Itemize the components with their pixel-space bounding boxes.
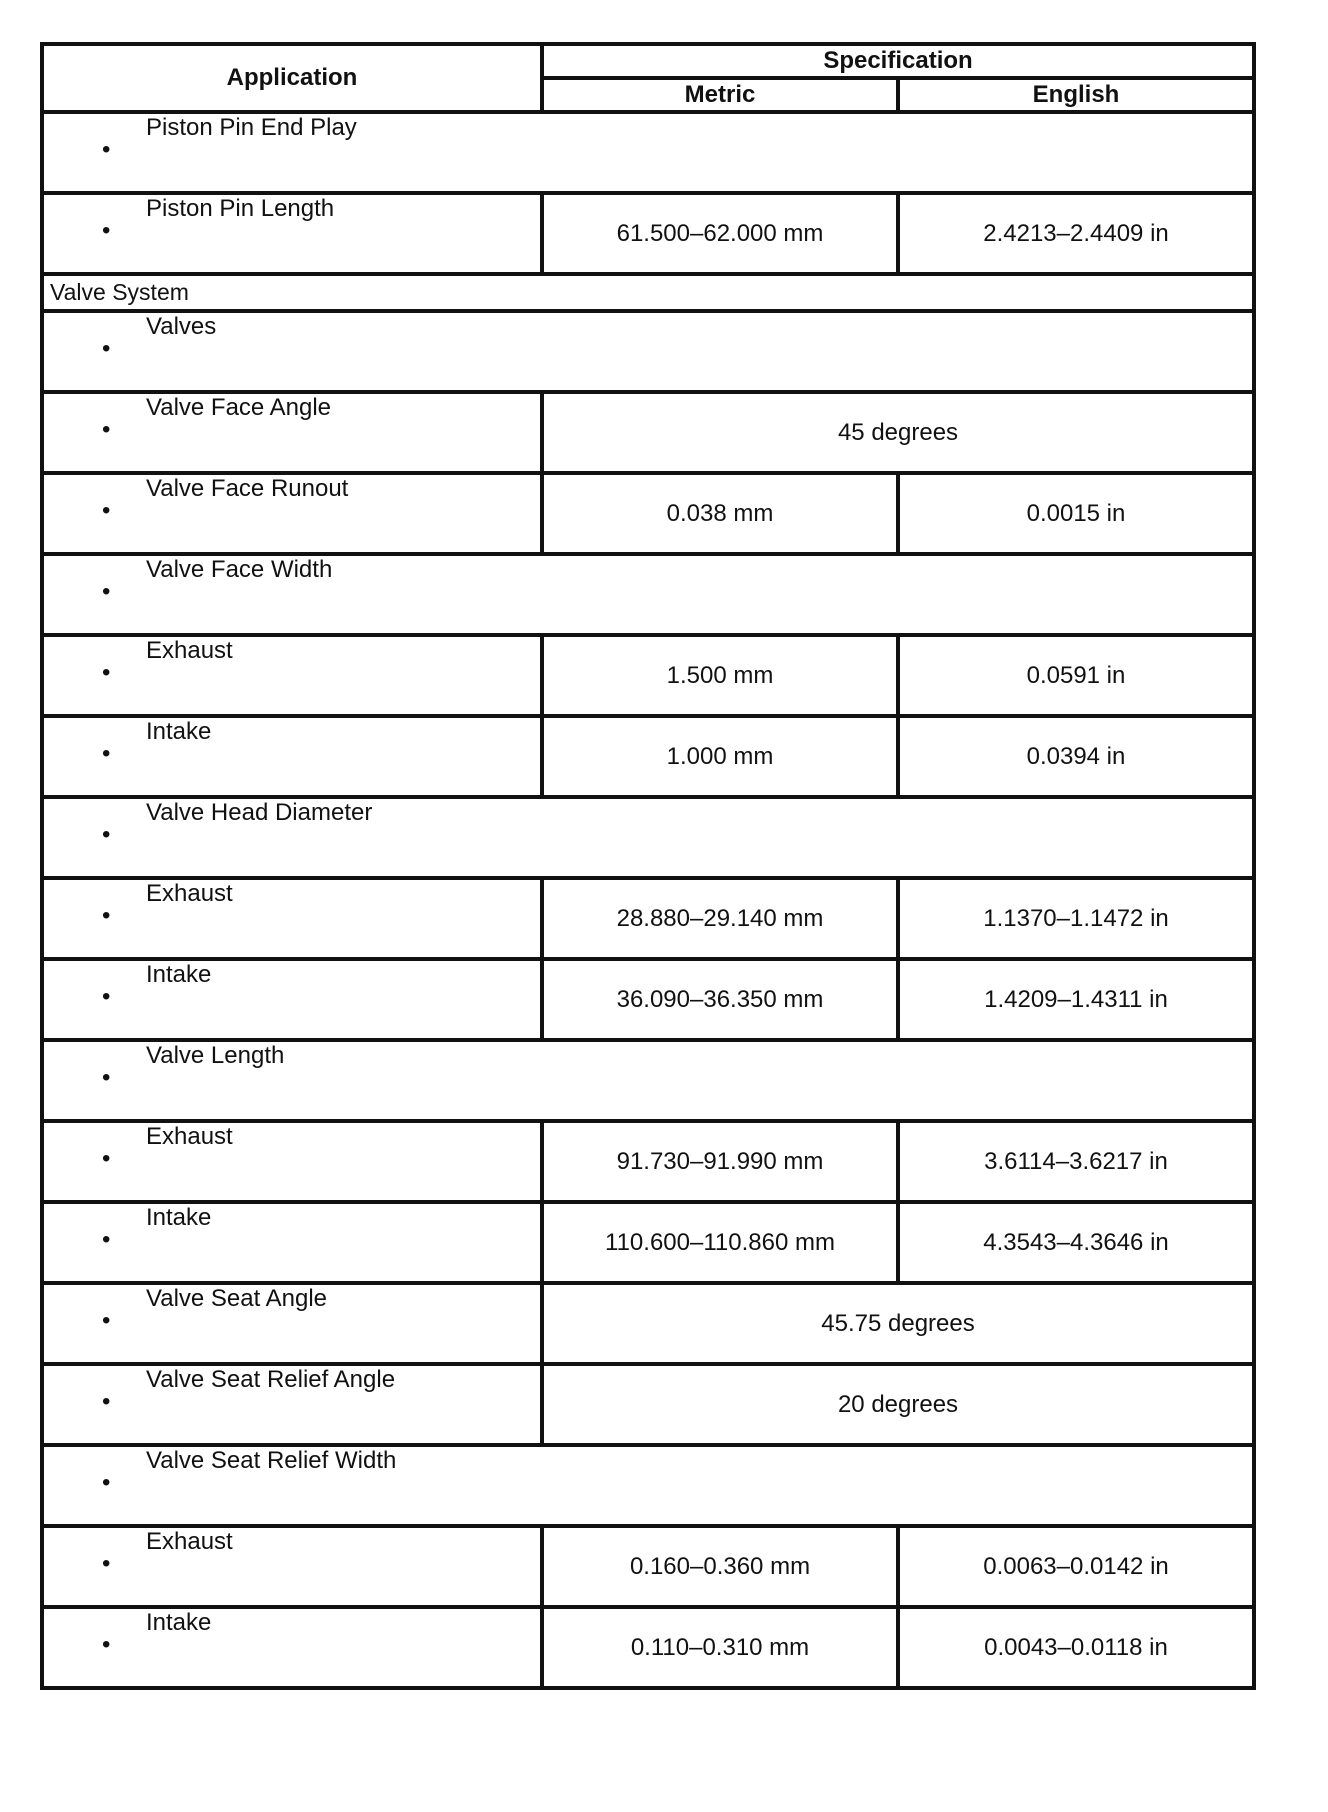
table-row — [42, 473, 1254, 554]
metric-cell: 1.000 mm — [542, 716, 898, 797]
combined-spec-cell: 45 degrees — [542, 392, 1254, 473]
bullet-icon: • — [102, 136, 111, 163]
section-row — [42, 274, 1254, 311]
table-row — [42, 1526, 1254, 1607]
table-row — [42, 878, 1254, 959]
application-label: Intake — [146, 718, 212, 745]
application-label: Valve Face Angle — [146, 394, 332, 421]
application-label: Intake — [146, 1609, 212, 1636]
table-row — [42, 1040, 1254, 1121]
application-label: Valves — [146, 313, 217, 340]
application-cell — [42, 554, 1254, 635]
english-cell: 3.6114–3.6217 in — [898, 1121, 1254, 1202]
table-row — [42, 959, 1254, 1040]
bullet-icon: • — [102, 1226, 111, 1253]
bullet-icon: • — [102, 1469, 111, 1496]
bullet-icon: • — [102, 1388, 111, 1415]
bullet-icon: • — [102, 659, 111, 686]
application-cell — [42, 1607, 542, 1688]
metric-cell: 61.500–62.000 mm — [542, 193, 898, 274]
metric-cell: 0.160–0.360 mm — [542, 1526, 898, 1607]
english-cell: 1.1370–1.1472 in — [898, 878, 1254, 959]
combined-spec-cell: 45.75 degrees — [542, 1283, 1254, 1364]
application-label: Valve Length — [146, 1042, 285, 1069]
application-cell — [42, 1526, 542, 1607]
metric-cell: 91.730–91.990 mm — [542, 1121, 898, 1202]
application-label: Exhaust — [146, 1123, 233, 1150]
application-label: Valve Head Diameter — [146, 799, 373, 826]
bullet-icon: • — [102, 1631, 111, 1658]
table-row — [42, 1445, 1254, 1526]
bullet-icon: • — [102, 1064, 111, 1091]
bullet-icon: • — [102, 335, 111, 362]
application-label: Valve Face Width — [146, 556, 333, 583]
table-body — [42, 112, 1254, 1688]
bullet-icon: • — [102, 1307, 111, 1334]
bullet-icon: • — [102, 821, 111, 848]
specification-header: Specification — [542, 44, 1254, 78]
table-row — [42, 1202, 1254, 1283]
table-row — [42, 554, 1254, 635]
application-label: Valve Seat Relief Width — [146, 1447, 397, 1474]
metric-cell: 0.110–0.310 mm — [542, 1607, 898, 1688]
application-cell — [42, 635, 542, 716]
application-cell — [42, 1445, 1254, 1526]
metric-cell: 110.600–110.860 mm — [542, 1202, 898, 1283]
section-label: Valve System — [42, 274, 1254, 311]
table-row — [42, 1607, 1254, 1688]
application-cell — [42, 1040, 1254, 1121]
table-row — [42, 1364, 1254, 1445]
application-cell — [42, 392, 542, 473]
table-row — [42, 193, 1254, 274]
bullet-icon: • — [102, 983, 111, 1010]
english-header: English — [898, 78, 1254, 112]
metric-cell: 36.090–36.350 mm — [542, 959, 898, 1040]
application-cell — [42, 193, 542, 274]
table-header — [42, 44, 1254, 112]
application-label: Exhaust — [146, 1528, 233, 1555]
english-cell: 0.0394 in — [898, 716, 1254, 797]
english-cell: 0.0043–0.0118 in — [898, 1607, 1254, 1688]
english-cell: 0.0063–0.0142 in — [898, 1526, 1254, 1607]
application-label: Valve Seat Angle — [146, 1285, 328, 1312]
application-cell — [42, 311, 1254, 392]
table-row — [42, 1283, 1254, 1364]
application-cell — [42, 716, 542, 797]
bullet-icon: • — [102, 740, 111, 767]
application-label: Exhaust — [146, 880, 233, 907]
application-cell — [42, 878, 542, 959]
table-row — [42, 797, 1254, 878]
bullet-icon: • — [102, 217, 111, 244]
application-label: Valve Seat Relief Angle — [146, 1366, 396, 1393]
application-cell — [42, 1364, 542, 1445]
application-label: Intake — [146, 1204, 212, 1231]
application-cell — [42, 112, 1254, 193]
english-cell: 4.3543–4.3646 in — [898, 1202, 1254, 1283]
application-label: Intake — [146, 961, 212, 988]
application-label: Valve Face Runout — [146, 475, 349, 502]
table-row — [42, 635, 1254, 716]
metric-cell: 1.500 mm — [542, 635, 898, 716]
english-cell: 0.0591 in — [898, 635, 1254, 716]
bullet-icon: • — [102, 416, 111, 443]
table-row — [42, 1121, 1254, 1202]
application-cell — [42, 797, 1254, 878]
table-row — [42, 311, 1254, 392]
application-header: Application — [42, 44, 542, 112]
bullet-icon: • — [102, 1145, 111, 1172]
bullet-icon: • — [102, 578, 111, 605]
table-row — [42, 112, 1254, 193]
table-row — [42, 392, 1254, 473]
combined-spec-cell: 20 degrees — [542, 1364, 1254, 1445]
application-label: Piston Pin End Play — [146, 114, 357, 141]
english-cell: 0.0015 in — [898, 473, 1254, 554]
application-cell — [42, 959, 542, 1040]
english-cell: 1.4209–1.4311 in — [898, 959, 1254, 1040]
metric-cell: 0.038 mm — [542, 473, 898, 554]
english-cell: 2.4213–2.4409 in — [898, 193, 1254, 274]
application-label: Exhaust — [146, 637, 233, 664]
metric-header: Metric — [542, 78, 898, 112]
bullet-icon: • — [102, 902, 111, 929]
application-cell — [42, 1121, 542, 1202]
metric-cell: 28.880–29.140 mm — [542, 878, 898, 959]
specification-table — [40, 42, 1256, 1690]
application-cell — [42, 1202, 542, 1283]
application-cell — [42, 473, 542, 554]
application-cell — [42, 1283, 542, 1364]
bullet-icon: • — [102, 497, 111, 524]
table-row — [42, 716, 1254, 797]
bullet-icon: • — [102, 1550, 111, 1577]
application-label: Piston Pin Length — [146, 195, 335, 222]
